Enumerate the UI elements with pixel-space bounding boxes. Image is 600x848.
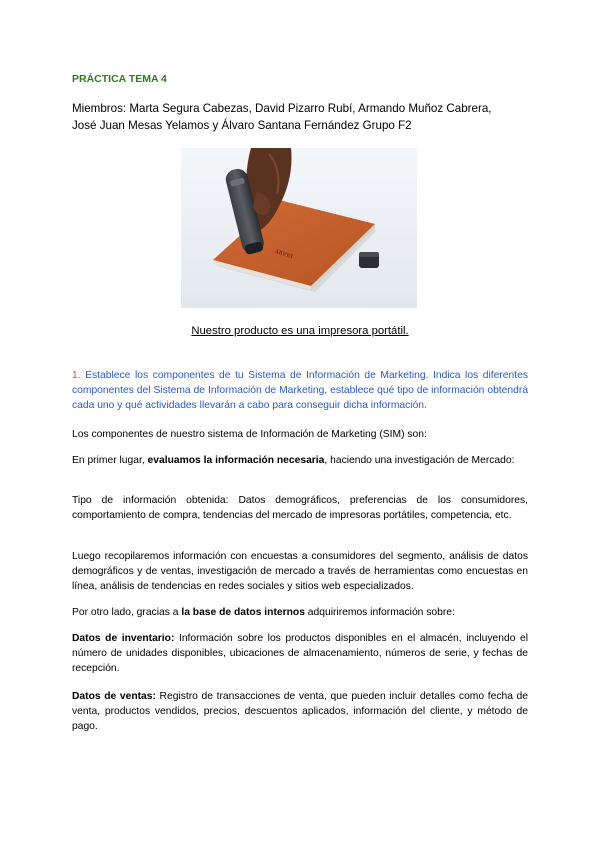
- paragraph-info-type: Tipo de información obtenida: Datos demográficos, preferencias de los consumidores, comportamiento de compra, tendencias del mercado de impresoras portátiles, competencia, etc.: [72, 495, 528, 521]
- bold-phrase: evaluamos la información necesaria: [147, 455, 325, 466]
- paragraph-text: Registro de transacciones de venta, que pueden incluir detalles como fecha de venta, productos vendidos, precios, descuentos aplicados, información del cliente, y método de pago.: [72, 691, 529, 732]
- members-line-2: José Juan Mesas Yelamos y Álvaro Santana Fernández Grupo F2: [72, 119, 412, 132]
- paragraph-text: Por otro lado, gracias a: [72, 607, 182, 618]
- paragraph-market-research: [72, 453, 528, 468]
- document-title: PRÁCTICA TEMA 4: [72, 73, 167, 85]
- bold-phrase: la base de datos internos: [181, 607, 305, 618]
- paragraph-sales-data: [72, 689, 528, 734]
- question-number: 1.: [72, 370, 81, 381]
- paragraph-internal-db: [72, 605, 528, 620]
- photo-caption: Nuestro producto es una impresora portátil.: [191, 325, 409, 337]
- paragraph-text: Información sobre los productos disponibles en el almacén, incluyendo el número de unidades disponibles, ubicaciones de almacenamiento, números de serie, y fechas de recepción.: [72, 633, 529, 674]
- question-text: Establece los componentes de tu Sistema de Información de Marketing. Indica los diferentes componentes del Sistema de Información de Marketing, establece qué tipo de información obtendrá cada uno y qué actividades llevarán a cabo para conseguir dicha información.: [72, 370, 528, 411]
- members-list: [72, 100, 528, 134]
- paragraph-components-intro: Los componentes de nuestro sistema de Información de Marketing (SIM) son:: [72, 429, 427, 440]
- paragraph-text: , haciendo una investigación de Mercado:: [324, 455, 515, 466]
- notebook-label: DIARY: [274, 246, 294, 259]
- paragraph-inventory-data: [72, 631, 528, 676]
- paragraph-text: adquiriremos información sobre:: [304, 607, 455, 618]
- bold-phrase: Datos de ventas:: [72, 691, 156, 702]
- product-photo: [181, 148, 417, 308]
- paragraph-data-collection: Luego recopilaremos información con encuestas a consumidores del segmento, análisis de datos demográficos y de ventas, investigación de mercado a través de herramientas como encuestas en línea, análisis de tendencias en redes sociales y sitios web especializados.: [72, 551, 528, 592]
- bold-phrase: Datos de inventario:: [72, 633, 175, 644]
- members-line-1: Miembros: Marta Segura Cabezas, David Pizarro Rubí, Armando Muñoz Cabrera,: [72, 102, 492, 115]
- paragraph-text: En primer lugar,: [72, 455, 148, 466]
- question-1: [72, 368, 528, 413]
